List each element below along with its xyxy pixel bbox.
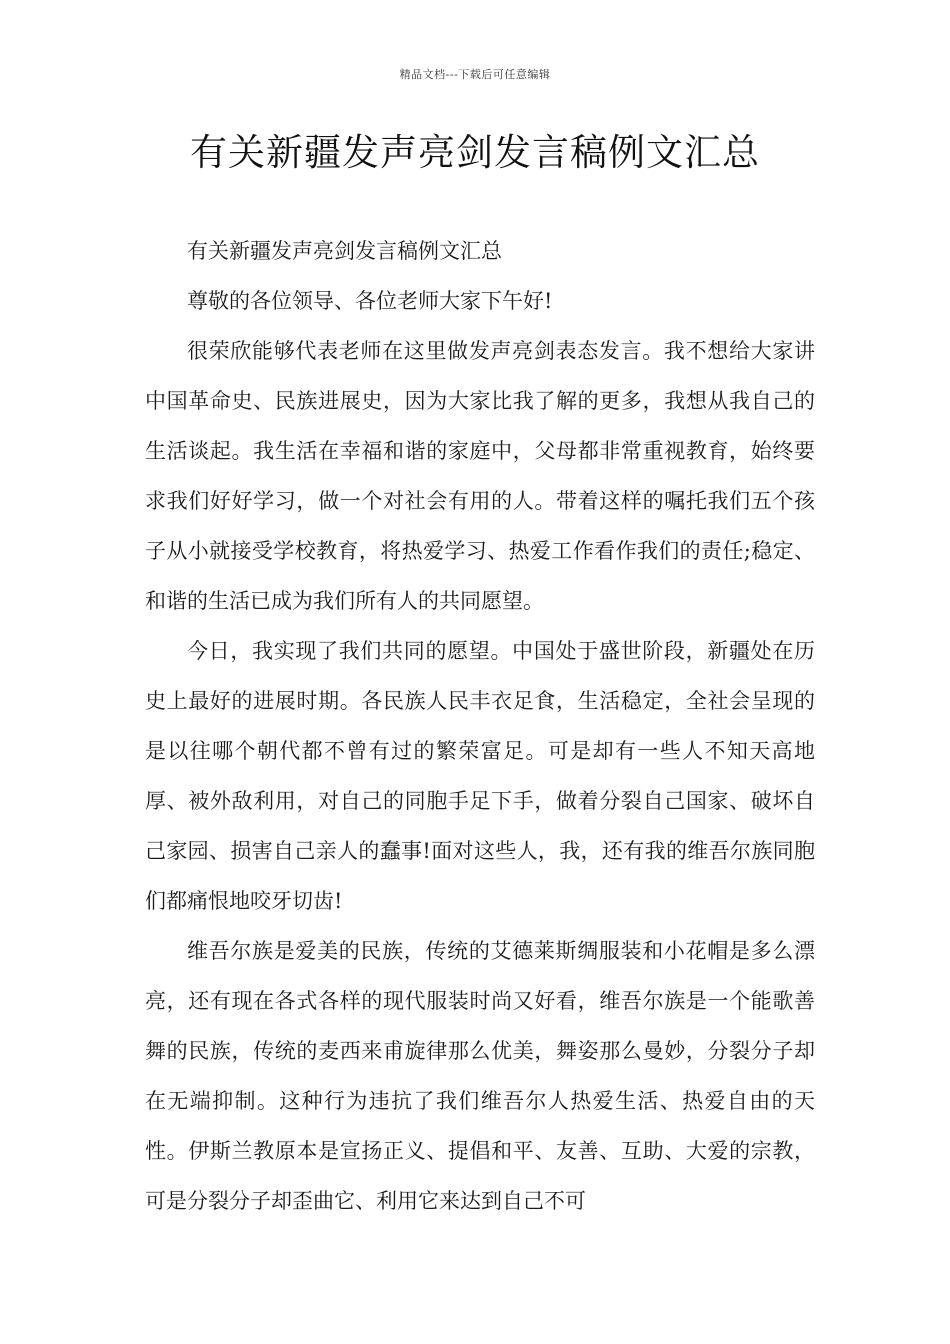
- paragraph-today: 今日，我实现了我们共同的愿望。中国处于盛世阶段，新疆处在历史上最好的进展时期。各民族人民丰衣足食，生活稳定，全社会呈现的是以往哪个朝代都不曾有过的繁荣富足。可是却有一些人不知天高地厚、被外敌利用，对自己的同胞手足下手，做着分裂自己国家、破坏自己家园、损害自己亲人的蠢事!面对这些人，我，还有我的维吾尔族同胞们都痛恨地咬牙切齿!: [145, 639, 815, 913]
- header-note: 精品文档---下载后可任意编辑: [399, 68, 551, 81]
- paragraph-uyghur: 维吾尔族是爱美的民族，传统的艾德莱斯绸服装和小花帽是多么漂亮，还有现在各式各样的现代服装时尚又好看，维吾尔族是一个能歌善舞的民族，传统的麦西来甫旋律那么优美，舞姿那么曼妙，分裂分子却在无端抑制。这种行为违抗了我们维吾尔人热爱生活、热爱自由的天性。伊斯兰教原本是宣扬正义、提倡和平、友善、互助、大爱的宗教，可是分裂分子却歪曲它、利用它来达到自己不可: [145, 939, 815, 1213]
- document-title: 有关新疆发声亮剑发言稿例文汇总: [190, 131, 760, 174]
- document-body: [145, 226, 815, 1226]
- paragraph-greeting: 尊敬的各位领导、各位老师大家下午好!: [187, 289, 553, 313]
- paragraph-subtitle: 有关新疆发声亮剑发言稿例文汇总: [187, 239, 502, 263]
- paragraph-intro: 很荣欣能够代表老师在这里做发声亮剑表态发言。我不想给大家讲中国革命史、民族进展史，因为大家比我了解的更多，我想从我自己的生活谈起。我生活在幸福和谐的家庭中，父母都非常重视教育，始终要求我们好好学习，做一个对社会有用的人。带着这样的嘱托我们五个孩子从小就接受学校教育，将热爱学习、热爱工作看作我们的责任;稳定、和谐的生活已成为我们所有人的共同愿望。: [145, 339, 815, 613]
